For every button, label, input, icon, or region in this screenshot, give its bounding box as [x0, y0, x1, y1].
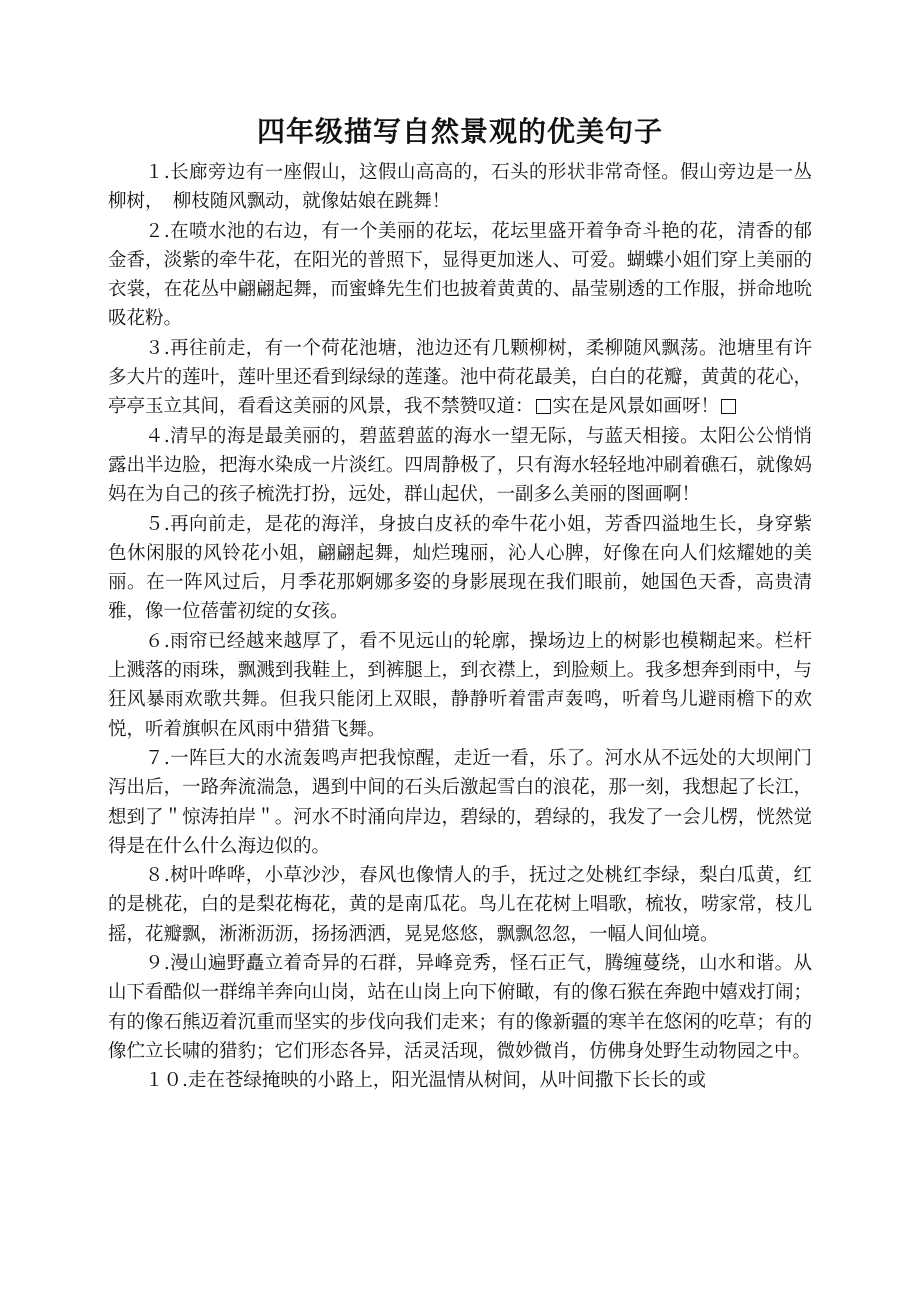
paragraph-6: ６.雨帘已经越来越厚了，看不见远山的轮廓，操场边上的树影也模糊起来。栏杆上溅落的雨珠，飘溅到我鞋上，到裤腿上，到衣襟上，到脸颊上。我多想奔到雨中，与狂风暴雨欢歌共舞。但我只能闭上双眼，静静听着雷声轰鸣，听着鸟儿避雨檐下的欢悦，听着旗帜在风雨中猎猎飞舞。	[108, 630, 812, 740]
paragraph-10: １０.走在苍绿掩映的小路上，阳光温情从树间，从叶间撒下长长的或	[145, 1070, 706, 1092]
paragraph-5: ５.再向前走，是花的海洋，身披白皮袄的牵牛花小姐，芳香四溢地生长，身穿紫色休闲服的风铃花小姐，翩翩起舞，灿烂瑰丽，沁人心脾，好像在向人们炫耀她的美丽。在一阵风过后，月季花那婀娜多姿的身影展现在我们眼前，她国色天香，高贵清雅，像一位蓓蕾初绽的女孩。	[108, 513, 812, 623]
paragraph-3	[108, 334, 812, 422]
paragraph-9: ９.漫山遍野矗立着奇异的石群，异峰竞秀，怪石正气，腾缠蔓绕，山水和谐。从山下看酷似一群绵羊奔向山岗，站在山岗上向下俯瞰，有的像石猴在奔跑中嬉戏打闹；有的像石熊迈着沉重而坚实的步伐向我们走来；有的像新疆的寒羊在悠闲的吃草；有的像伫立长啸的猎豹；它们形态各异，活灵活现，微妙微肖，仿佛身处野生动物园之中。	[108, 953, 812, 1062]
paragraph-4: ４.清早的海是最美丽的，碧蓝碧蓝的海水一望无际，与蓝天相接。太阳公公悄悄露出半边脸，把海水染成一片淡红。四周静极了，只有海水轻轻地冲刷着礁石，就像妈妈在为自己的孩子梳洗打扮，远处，群山起伏，一副多么美丽的图画啊！	[108, 425, 812, 506]
paragraph-1: １.长廊旁边有一座假山，这假山高高的，石头的形状非常奇怪。假山旁边是一丛柳树， 柳枝随风飘动，就像姑娘在跳舞！	[108, 162, 812, 213]
paragraph-3-text: ３.再往前走，有一个荷花池塘，池边还有几颗柳树，柔柳随风飘荡。池塘里有许多大片的莲叶，莲叶里还看到绿绿的莲蓬。池中荷花最美，白白的花瓣，黄黄的花心，亭亭玉立其间，看看这美丽的风景，我不禁赞叹道：	[108, 337, 812, 418]
missing-glyph-box-icon	[721, 399, 736, 414]
document-title: 四年级描写自然景观的优美句子	[256, 115, 663, 148]
document-page	[108, 112, 812, 1096]
paragraph-2: ２.在喷水池的右边，有一个美丽的花坛，花坛里盛开着争奇斗艳的花，清香的郁金香，淡紫的牵牛花，在阳光的普照下，显得更加迷人、可爱。蝴蝶小姐们穿上美丽的衣裳，在花丛中翩翩起舞，而蜜蜂先生们也披着黄黄的、晶莹剔透的工作服，拼命地吮吸花粉。	[108, 220, 812, 330]
missing-glyph-box-icon	[536, 399, 551, 414]
paragraph-7: ７.一阵巨大的水流轰鸣声把我惊醒，走近一看，乐了。河水从不远处的大坝闸门泻出后，一路奔流湍急，遇到中间的石头后激起雪白的浪花，那一刻，我想起了长江，想到了＂惊涛拍岸＂。河水不时涌向岸边，碧绿的，碧绿的，我发了一会儿楞，恍然觉得是在什么什么海边似的。	[108, 747, 812, 857]
paragraph-8: ８.树叶哗哗，小草沙沙，春风也像情人的手，抚过之处桃红李绿，梨白瓜黄，红的是桃花，白的是梨花梅花，黄的是南瓜花。鸟儿在花树上唱歌，梳妆，唠家常，枝儿摇，花瓣飘，淅淅沥沥，扬扬洒洒，晃晃悠悠，飘飘忽忽，一幅人间仙境。	[108, 865, 812, 945]
paragraph-3-quote: 实在是风景如画呀！	[552, 396, 720, 418]
